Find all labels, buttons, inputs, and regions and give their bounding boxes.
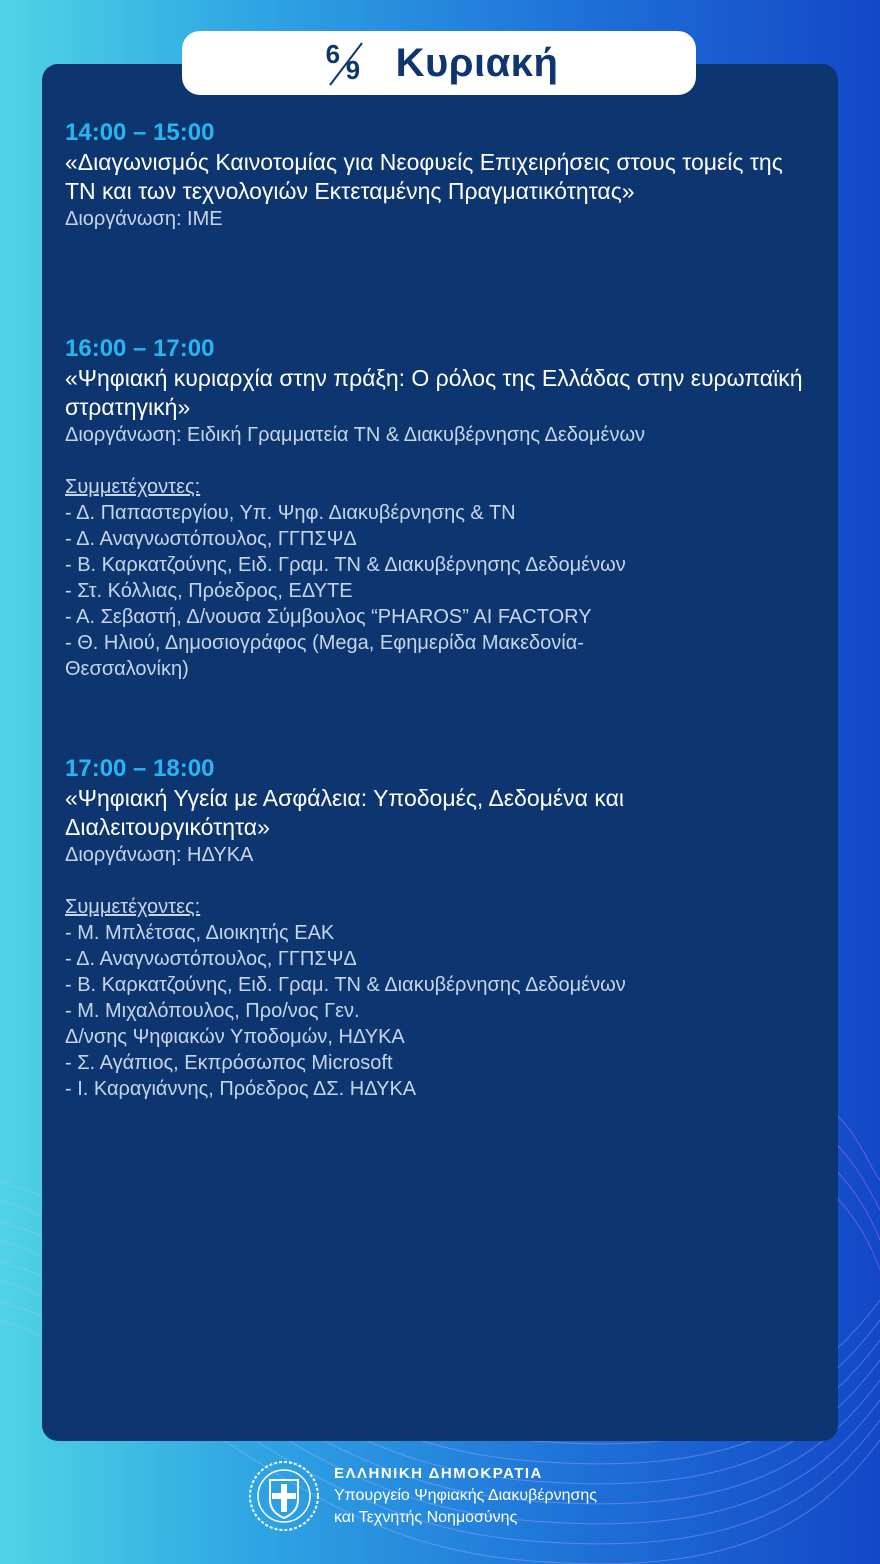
session-title: «Ψηφιακή Υγεία με Ασφάλεια: Υποδομές, Δεδομένα και Διαλειτουργικότητα» [65, 785, 624, 840]
participants-label: Συμμετέχοντες: [65, 476, 201, 498]
participant-item: - Β. Καρκατζούνης, Ειδ. Γραμ. ΤΝ & Διακυβέρνησης Δεδομένων [65, 974, 626, 996]
schedule-panel [42, 64, 838, 1441]
date-day-number: 6 [325, 39, 341, 69]
session-title: «Διαγωνισμός Καινοτομίας για Νεοφυείς Επιχειρήσεις στους τομείς της ΤΝ και των τεχνολογιών Εκτεταμένης Πραγματικότητας» [65, 149, 783, 204]
participant-item: - Μ. Μπλέτσας, Διοικητής ΕΑΚ [65, 922, 335, 944]
session-2 [65, 334, 805, 682]
participant-item: - Μ. Μιχαλόπουλος, Προ/νος Γεν. Δ/νσης Ψηφιακών Υποδομών, ΗΔΥΚΑ [65, 1000, 405, 1048]
session-time: 16:00 – 17:00 [65, 335, 215, 362]
participant-item: - Α. Σεβαστή, Δ/νουσα Σύμβουλος “PHAROS” AI FACTORY [65, 606, 592, 628]
participant-item: - Δ. Αναγνωστόπουλος, ΓΓΠΣΨΔ [65, 948, 357, 970]
date-fraction [320, 35, 376, 91]
session-organizer: Διοργάνωση: ΙΜΕ [65, 208, 223, 230]
participant-item: - Ι. Καραγιάννης, Πρόεδρος ΔΣ. ΗΔΥΚΑ [65, 1078, 417, 1100]
participants-list [65, 500, 805, 682]
participants-label: Συμμετέχοντες: [65, 896, 201, 918]
session-3 [65, 754, 805, 1102]
session-organizer: Διοργάνωση: ΗΔΥΚΑ [65, 844, 254, 866]
participants-list [65, 920, 805, 1102]
ministry-line-2: και Τεχνητής Νοημοσύνης [334, 1509, 518, 1526]
footer-text [334, 1463, 597, 1529]
participant-item: - Δ. Αναγνωστόπουλος, ΓΓΠΣΨΔ [65, 528, 357, 550]
date-header [182, 31, 696, 95]
date-month-number: 9 [345, 55, 361, 85]
session-1 [65, 118, 805, 232]
session-organizer: Διοργάνωση: Ειδική Γραμματεία ΤΝ & Διακυβέρνησης Δεδομένων [65, 424, 646, 446]
participant-item: - Β. Καρκατζούνης, Ειδ. Γραμ. ΤΝ & Διακυβέρνησης Δεδομένων [65, 554, 626, 576]
session-time: 17:00 – 18:00 [65, 755, 215, 782]
participant-item: - Δ. Παπαστεργίου, Υπ. Ψηφ. Διακυβέρνησης & ΤΝ [65, 502, 516, 524]
session-title: «Ψηφιακή κυριαρχία στην πράξη: Ο ρόλος της Ελλάδας στην ευρωπαϊκή στρατηγική» [65, 365, 803, 420]
session-time: 14:00 – 15:00 [65, 119, 215, 146]
weekday-title: Κυριακή [395, 40, 559, 85]
participant-item: - Σ. Αγάπιος, Εκπρόσωπος Microsoft [65, 1052, 393, 1074]
country-name: ΕΛΛΗΝΙΚΗ ΔΗΜΟΚΡΑΤΙΑ [334, 1465, 543, 1482]
participant-item: - Θ. Ηλιού, Δημοσιογράφος (Mega, Εφημερίδα Μακεδονία- Θεσσαλονίκη) [65, 632, 584, 680]
greek-emblem-icon [248, 1460, 320, 1532]
participant-item: - Στ. Κόλλιας, Πρόεδρος, ΕΔΥΤΕ [65, 580, 353, 602]
footer [248, 1460, 597, 1532]
ministry-line-1: Υπουργείο Ψηφιακής Διακυβέρνησης [334, 1487, 597, 1504]
